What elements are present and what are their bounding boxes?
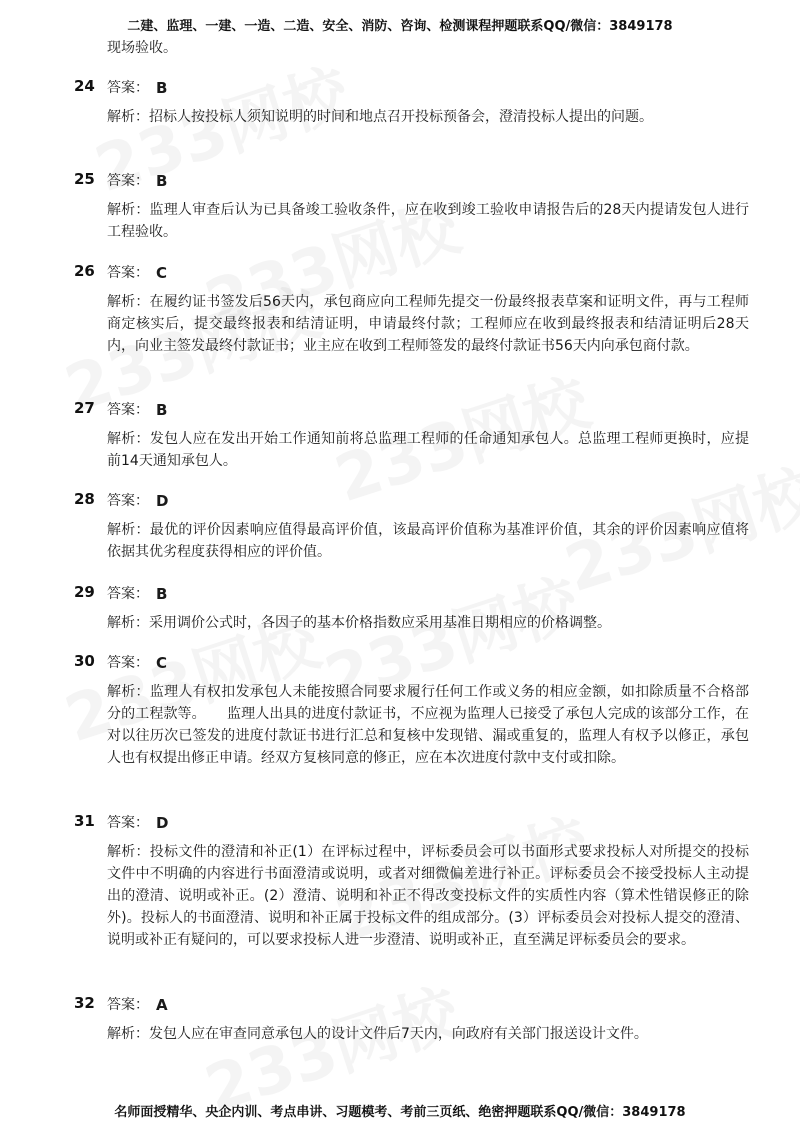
explanation: 解析：采用调价公式时，各因子的基本价格指数应采用基准日期相应的价格调整。 — [107, 615, 611, 631]
question-number: 24 — [74, 77, 95, 95]
explanation: 解析：发包人应在发出开始工作通知前将总监理工程师的任命通知承包人。总监理工程师更换时，应提前14天通知承包人。 — [107, 431, 749, 469]
answer-label: 答案： — [107, 265, 149, 281]
question-number: 32 — [74, 994, 95, 1012]
answer-letter: B — [156, 172, 168, 190]
answer-letter: B — [156, 79, 168, 97]
answer-label: 答案： — [107, 586, 149, 602]
page-header: 二建、监理、一建、一造、二造、安全、消防、咨询、检测课程押题联系QQ/微信：3849178 — [127, 19, 673, 34]
question-number: 25 — [74, 170, 95, 188]
answer-letter: A — [156, 996, 168, 1014]
answer-letter: B — [156, 585, 168, 603]
answer-letter: C — [156, 654, 168, 672]
page-footer: 名师面授精华、央企内训、考点串讲、习题模考、考前三页纸、绝密押题联系QQ/微信：3849178 — [114, 1105, 686, 1120]
answer-letter: B — [156, 401, 168, 419]
answer-label: 答案： — [107, 815, 149, 831]
answer-label: 答案： — [107, 80, 149, 96]
answer-label: 答案： — [107, 493, 149, 509]
explanation: 解析：监理人审查后认为已具备竣工验收条件，应在收到竣工验收申请报告后的28天内提请发包人进行工程验收。 — [107, 202, 749, 240]
question-number: 28 — [74, 490, 95, 508]
question-number: 31 — [74, 812, 95, 830]
question-number: 30 — [74, 652, 95, 670]
explanation: 解析：发包人应在审查同意承包人的设计文件后7天内，向政府有关部门报送设计文件。 — [107, 1026, 648, 1042]
answer-label: 答案： — [107, 997, 149, 1013]
explanation: 解析：在履约证书签发后56天内，承包商应向工程师先提交一份最终报表草案和证明文件，再与工程师商定核实后，提交最终报表和结清证明，申请最终付款；工程师应在收到最终报表和结清证明后28天内，向业主签发最终付款证书；业主应在收到工程师签发的最终付款证书56天内向承包商付款。 — [107, 294, 749, 354]
question-number: 29 — [74, 583, 95, 601]
question-number: 27 — [74, 399, 95, 417]
answer-letter: C — [156, 264, 168, 282]
answer-label: 答案： — [107, 402, 149, 418]
answer-label: 答案： — [107, 655, 149, 671]
explanation: 解析：监理人有权扣发承包人未能按照合同要求履行任何工作或义务的相应金额，如扣除质量不合格部分的工程款等。 监理人出具的进度付款证书，不应视为监理人已接受了承包人完成的该部分工作，在对以往历次已签发的进度付款证书进行汇总和复核中发现错、漏或重复的，监理人有权予以修正，承包人也有权提出修正申请。经双方复核同意的修正，应在本次进度付款中支付或扣除。 — [107, 684, 749, 766]
explanation: 解析：最优的评价因素响应值得最高评价值，该最高评价值称为基准评价值，其余的评价因素响应值将依据其优劣程度获得相应的评价值。 — [107, 522, 749, 560]
question-number: 26 — [74, 262, 95, 280]
explanation: 解析：投标文件的澄清和补正(1）在评标过程中，评标委员会可以书面形式要求投标人对所提交的投标文件中不明确的内容进行书面澄清或说明，或者对细微偏差进行补正。评标委员会不接受投标人主动提出的澄清、说明或补正。(2）澄清、说明和补正不得改变投标文件的实质性内容（算术性错误修正的除外)。投标人的书面澄清、说明和补正属于投标文件的组成部分。(3）评标委员会对投标人提交的澄清、说明或补正有疑问的，可以要求投标人进一步澄清、说明或补正，直至满足评标委员会的要求。 — [107, 844, 749, 948]
answer-letter: D — [156, 814, 169, 832]
answer-letter: D — [156, 492, 169, 510]
explanation: 解析：招标人按投标人须知说明的时间和地点召开投标预备会，澄清投标人提出的问题。 — [107, 109, 653, 125]
answer-label: 答案： — [107, 173, 149, 189]
continued-text: 现场验收。 — [107, 40, 177, 56]
